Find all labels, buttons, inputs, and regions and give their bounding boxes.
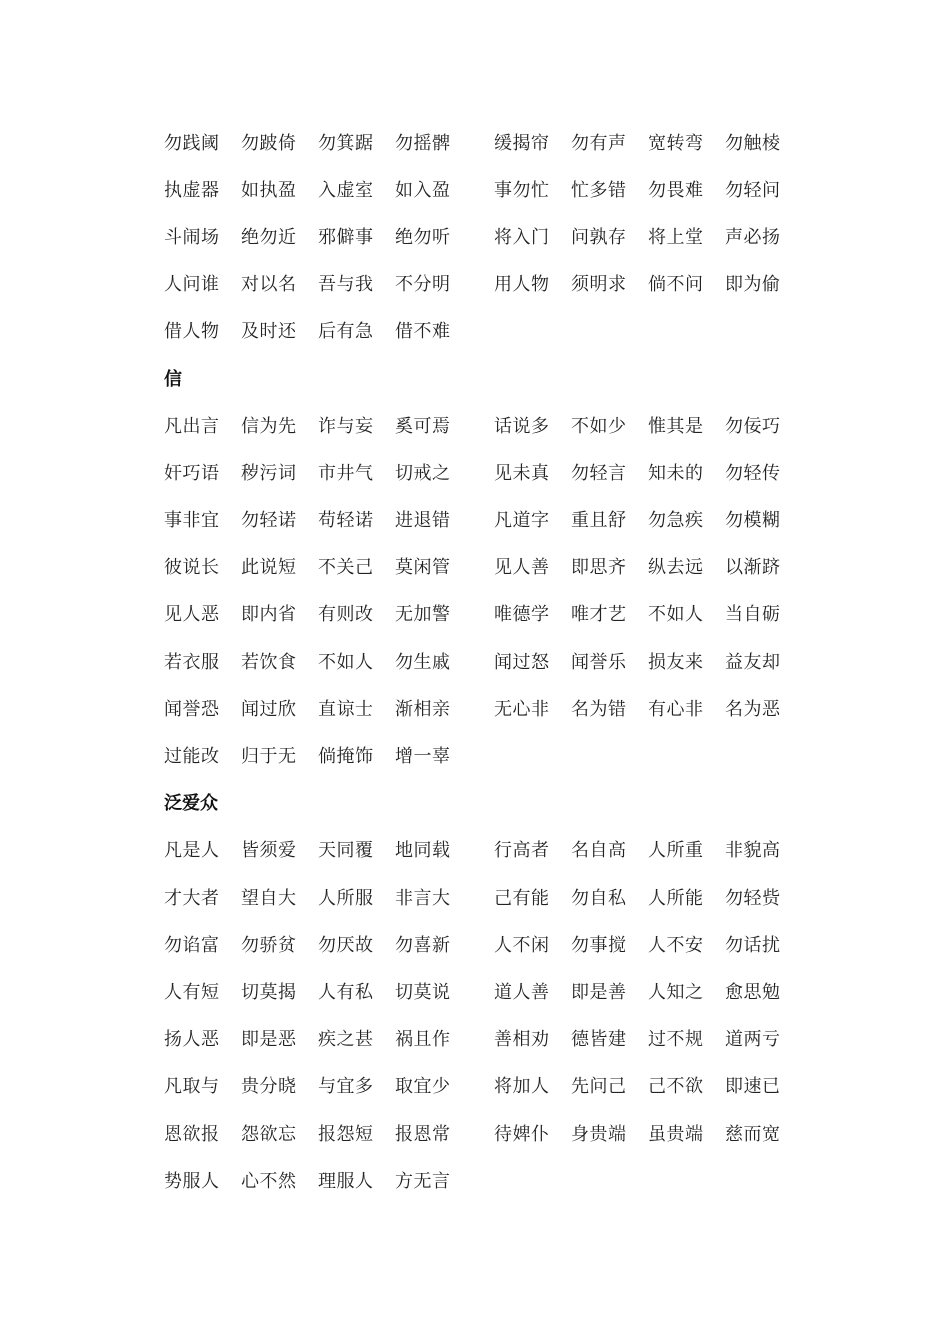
verse-phrase: 即是恶	[241, 1029, 297, 1051]
section-heading-row	[164, 354, 824, 401]
verse-group-left	[164, 884, 494, 910]
verse-phrase: 勿践阈	[164, 132, 220, 154]
verse-phrase: 人不闲	[494, 934, 550, 956]
verse-phrase: 莫闲管	[395, 557, 451, 579]
verse-phrase: 彼说长	[164, 557, 220, 579]
verse-group-left	[164, 317, 494, 343]
verse-phrase: 忙多错	[571, 179, 627, 201]
verse-phrase: 重且舒	[571, 510, 627, 532]
verse-phrase: 有心非	[648, 698, 704, 720]
verse-line	[164, 448, 824, 495]
verse-group-right	[494, 459, 824, 485]
verse-phrase: 将入门	[494, 226, 550, 248]
verse-phrase: 己有能	[494, 887, 550, 909]
verse-phrase: 进退错	[395, 510, 451, 532]
verse-group-left	[164, 506, 494, 532]
verse-group-right	[494, 884, 824, 910]
verse-group-left	[164, 1120, 494, 1146]
verse-content	[164, 118, 824, 1203]
verse-phrase: 唯才艺	[571, 604, 627, 626]
verse-group-left	[164, 1072, 494, 1098]
verse-group-left	[164, 978, 494, 1004]
verse-phrase: 话说多	[494, 415, 550, 437]
verse-phrase: 此说短	[241, 557, 297, 579]
verse-group-right	[494, 176, 824, 202]
section-heading-row	[164, 779, 824, 826]
verse-phrase: 将上堂	[648, 226, 704, 248]
verse-phrase: 理服人	[318, 1170, 374, 1192]
verse-phrase: 市井气	[318, 462, 374, 484]
verse-phrase: 勿摇髀	[395, 132, 451, 154]
verse-phrase: 以渐跻	[725, 557, 781, 579]
verse-group-left	[164, 836, 494, 862]
verse-phrase: 凡道字	[494, 510, 550, 532]
verse-phrase: 即思齐	[571, 557, 627, 579]
verse-phrase: 虽贵端	[648, 1123, 704, 1145]
verse-phrase: 即速已	[725, 1076, 781, 1098]
verse-phrase: 人有短	[164, 981, 220, 1003]
verse-group-left	[164, 1167, 494, 1193]
verse-phrase: 无心非	[494, 698, 550, 720]
verse-phrase: 取宜少	[395, 1076, 451, 1098]
verse-group-left	[164, 553, 494, 579]
verse-phrase: 知未的	[648, 462, 704, 484]
verse-phrase: 凡出言	[164, 415, 220, 437]
verse-phrase: 即是善	[571, 981, 627, 1003]
verse-phrase: 名自高	[571, 840, 627, 862]
verse-phrase: 勿模糊	[725, 510, 781, 532]
verse-phrase: 人所服	[318, 887, 374, 909]
verse-group-right	[494, 553, 824, 579]
verse-group-left	[164, 931, 494, 957]
verse-group-right	[494, 412, 824, 438]
verse-phrase: 祸且作	[395, 1029, 451, 1051]
verse-phrase: 将加人	[494, 1076, 550, 1098]
verse-phrase: 见人恶	[164, 604, 220, 626]
verse-phrase: 勿急疾	[648, 510, 704, 532]
verse-phrase: 慈而宽	[725, 1123, 781, 1145]
verse-phrase: 愈思勉	[725, 981, 781, 1003]
verse-phrase: 天同覆	[318, 840, 374, 862]
verse-phrase: 身贵端	[571, 1123, 627, 1145]
verse-phrase: 行高者	[494, 840, 550, 862]
verse-phrase: 绝勿近	[241, 226, 297, 248]
verse-phrase: 不如少	[571, 415, 627, 437]
verse-phrase: 对以名	[241, 274, 297, 296]
verse-phrase: 借人物	[164, 321, 220, 343]
verse-phrase: 名为错	[571, 698, 627, 720]
verse-group-left	[164, 176, 494, 202]
verse-phrase: 闻过怒	[494, 651, 550, 673]
verse-phrase: 勿话扰	[725, 934, 781, 956]
verse-group-left	[164, 600, 494, 626]
verse-phrase: 切莫说	[395, 981, 451, 1003]
verse-phrase: 疾之甚	[318, 1029, 374, 1051]
verse-phrase: 即为偷	[725, 274, 781, 296]
verse-phrase: 待婢仆	[494, 1123, 550, 1145]
verse-phrase: 恩欲报	[164, 1123, 220, 1145]
verse-phrase: 勿自私	[571, 887, 627, 909]
verse-group-right	[494, 600, 824, 626]
verse-phrase: 无加警	[395, 604, 451, 626]
verse-phrase: 望自大	[241, 887, 297, 909]
verse-phrase: 邪僻事	[318, 226, 374, 248]
verse-phrase: 勿骄贫	[241, 934, 297, 956]
verse-phrase: 秽污词	[241, 462, 297, 484]
verse-phrase: 切莫揭	[241, 981, 297, 1003]
verse-phrase: 不如人	[318, 651, 374, 673]
verse-phrase: 道两亏	[725, 1029, 781, 1051]
verse-phrase: 勿喜新	[395, 934, 451, 956]
verse-line	[164, 1109, 824, 1156]
verse-group-right	[494, 695, 824, 721]
verse-phrase: 若衣服	[164, 651, 220, 673]
verse-line	[164, 165, 824, 212]
verse-phrase: 贵分晓	[241, 1076, 297, 1098]
verse-phrase: 用人物	[494, 274, 550, 296]
verse-phrase: 闻誉乐	[571, 651, 627, 673]
verse-phrase: 事勿忙	[494, 179, 550, 201]
verse-phrase: 直谅士	[318, 698, 374, 720]
verse-group-left	[164, 412, 494, 438]
verse-phrase: 报恩常	[395, 1123, 451, 1145]
verse-phrase: 地同载	[395, 840, 451, 862]
verse-phrase: 入虚室	[318, 179, 374, 201]
verse-phrase: 勿跛倚	[241, 132, 297, 154]
verse-phrase: 倘不问	[648, 274, 704, 296]
verse-phrase: 人所能	[648, 887, 704, 909]
verse-group-right	[494, 1120, 824, 1146]
verse-phrase: 勿轻问	[725, 179, 781, 201]
verse-phrase: 切戒之	[395, 462, 451, 484]
verse-group-right	[494, 129, 824, 155]
verse-line	[164, 920, 824, 967]
verse-phrase: 过能改	[164, 746, 220, 768]
verse-phrase: 渐相亲	[395, 698, 451, 720]
verse-phrase: 纵去远	[648, 557, 704, 579]
verse-group-left	[164, 270, 494, 296]
verse-phrase: 勿触棱	[725, 132, 781, 154]
verse-phrase: 借不难	[395, 321, 451, 343]
verse-phrase: 名为恶	[725, 698, 781, 720]
verse-line	[164, 1062, 824, 1109]
verse-phrase: 勿轻赀	[725, 887, 781, 909]
verse-phrase: 勿轻言	[571, 462, 627, 484]
verse-line	[164, 731, 824, 778]
verse-phrase: 过不规	[648, 1029, 704, 1051]
verse-phrase: 人问谁	[164, 274, 220, 296]
verse-phrase: 勿事搅	[571, 934, 627, 956]
verse-phrase: 即内省	[241, 604, 297, 626]
verse-phrase: 凡是人	[164, 840, 220, 862]
verse-phrase: 问孰存	[571, 226, 627, 248]
section-heading: 泛爱众	[164, 793, 218, 815]
verse-group-left	[164, 1025, 494, 1051]
verse-phrase: 勿佞巧	[725, 415, 781, 437]
verse-line	[164, 1015, 824, 1062]
verse-phrase: 勿轻诺	[241, 510, 297, 532]
verse-line	[164, 826, 824, 873]
verse-phrase: 若饮食	[241, 651, 297, 673]
verse-phrase: 后有急	[318, 321, 374, 343]
verse-phrase: 闻过欣	[241, 698, 297, 720]
verse-line	[164, 967, 824, 1014]
verse-group-right	[494, 1025, 824, 1051]
verse-group-right	[494, 1072, 824, 1098]
verse-phrase: 勿畏难	[648, 179, 704, 201]
verse-line	[164, 401, 824, 448]
verse-group-right	[494, 836, 824, 862]
verse-phrase: 道人善	[494, 981, 550, 1003]
verse-line	[164, 684, 824, 731]
verse-phrase: 见未真	[494, 462, 550, 484]
verse-phrase: 势服人	[164, 1170, 220, 1192]
verse-group-left	[164, 695, 494, 721]
verse-group-right	[494, 506, 824, 532]
verse-group-left	[164, 223, 494, 249]
verse-phrase: 唯德学	[494, 604, 550, 626]
verse-phrase: 不关己	[318, 557, 374, 579]
verse-phrase: 绝勿听	[395, 226, 451, 248]
verse-phrase: 勿谄富	[164, 934, 220, 956]
verse-phrase: 惟其是	[648, 415, 704, 437]
verse-phrase: 才大者	[164, 887, 220, 909]
verse-line	[164, 307, 824, 354]
verse-phrase: 勿箕踞	[318, 132, 374, 154]
verse-phrase: 苟轻诺	[318, 510, 374, 532]
verse-phrase: 缓揭帘	[494, 132, 550, 154]
verse-line	[164, 590, 824, 637]
verse-phrase: 人知之	[648, 981, 704, 1003]
verse-line	[164, 212, 824, 259]
verse-phrase: 如入盈	[395, 179, 451, 201]
verse-line	[164, 260, 824, 307]
verse-phrase: 宽转弯	[648, 132, 704, 154]
verse-phrase: 非言大	[395, 887, 451, 909]
verse-phrase: 勿厌故	[318, 934, 374, 956]
verse-line	[164, 118, 824, 165]
verse-phrase: 见人善	[494, 557, 550, 579]
verse-phrase: 增一辜	[395, 746, 451, 768]
verse-phrase: 须明求	[571, 274, 627, 296]
verse-line	[164, 543, 824, 590]
verse-phrase: 皆须爱	[241, 840, 297, 862]
verse-phrase: 非貌高	[725, 840, 781, 862]
verse-phrase: 如执盈	[241, 179, 297, 201]
verse-phrase: 报怨短	[318, 1123, 374, 1145]
verse-phrase: 心不然	[241, 1170, 297, 1192]
verse-line	[164, 496, 824, 543]
verse-phrase: 倘掩饰	[318, 746, 374, 768]
verse-phrase: 勿轻传	[725, 462, 781, 484]
verse-phrase: 闻誉恐	[164, 698, 220, 720]
verse-phrase: 不分明	[395, 274, 451, 296]
verse-phrase: 勿有声	[571, 132, 627, 154]
verse-phrase: 人所重	[648, 840, 704, 862]
verse-group-left	[164, 648, 494, 674]
verse-phrase: 斗闹场	[164, 226, 220, 248]
verse-phrase: 及时还	[241, 321, 297, 343]
verse-phrase: 德皆建	[571, 1029, 627, 1051]
verse-group-right	[494, 223, 824, 249]
verse-phrase: 诈与妄	[318, 415, 374, 437]
verse-phrase: 奸巧语	[164, 462, 220, 484]
verse-phrase: 执虚器	[164, 179, 220, 201]
verse-phrase: 怨欲忘	[241, 1123, 297, 1145]
verse-phrase: 勿生戚	[395, 651, 451, 673]
verse-phrase: 奚可焉	[395, 415, 451, 437]
verse-phrase: 益友却	[725, 651, 781, 673]
verse-phrase: 人有私	[318, 981, 374, 1003]
verse-phrase: 先问己	[571, 1076, 627, 1098]
verse-group-left	[164, 129, 494, 155]
verse-group-left	[164, 742, 494, 768]
verse-phrase: 己不欲	[648, 1076, 704, 1098]
verse-phrase: 吾与我	[318, 274, 374, 296]
section-heading: 信	[164, 368, 182, 390]
verse-phrase: 扬人恶	[164, 1029, 220, 1051]
verse-phrase: 归于无	[241, 746, 297, 768]
verse-phrase: 有则改	[318, 604, 374, 626]
verse-phrase: 事非宜	[164, 510, 220, 532]
verse-phrase: 善相劝	[494, 1029, 550, 1051]
verse-group-right	[494, 270, 824, 296]
verse-group-right	[494, 978, 824, 1004]
verse-phrase: 方无言	[395, 1170, 451, 1192]
verse-phrase: 声必扬	[725, 226, 781, 248]
verse-phrase: 信为先	[241, 415, 297, 437]
verse-phrase: 人不安	[648, 934, 704, 956]
verse-phrase: 损友来	[648, 651, 704, 673]
verse-group-right	[494, 648, 824, 674]
verse-line	[164, 873, 824, 920]
verse-phrase: 不如人	[648, 604, 704, 626]
verse-phrase: 当自砺	[725, 604, 781, 626]
verse-line	[164, 637, 824, 684]
verse-group-left	[164, 459, 494, 485]
verse-line	[164, 1156, 824, 1203]
verse-phrase: 凡取与	[164, 1076, 220, 1098]
verse-phrase: 与宜多	[318, 1076, 374, 1098]
verse-group-right	[494, 931, 824, 957]
